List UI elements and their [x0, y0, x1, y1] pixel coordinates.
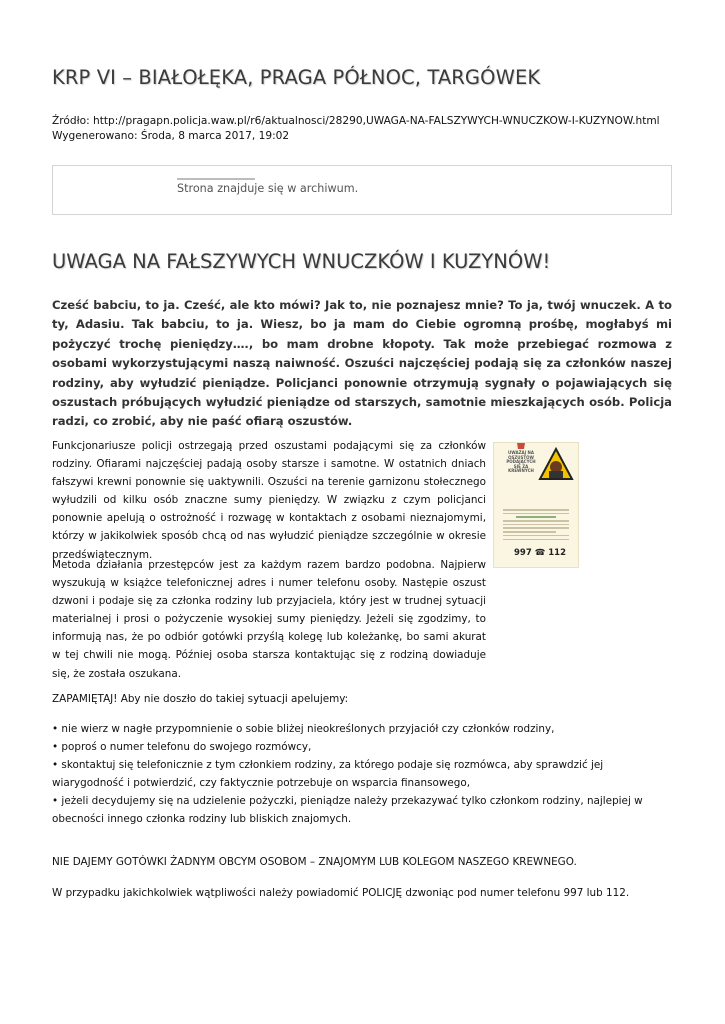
remember-line: ZAPAMIĘTAJ! Aby nie doszło do takiej sytuacji apelujemy:: [52, 693, 349, 705]
document-meta: [52, 114, 660, 144]
archive-notice-text: Strona znajduje się w archiwum.: [177, 182, 359, 195]
closing-line: W przypadku jakichkolwiek wątpliwości należy powiadomić POLICJĘ dzwoniąc pod numer telefonu 997 lub 112.: [52, 887, 630, 899]
article-paragraph-2: Metoda działania przestępców jest za każdym razem bardzo podobna. Najpierw wyszukują w książce telefonicznej adres i numer telefonu osoby. Następie oszust dzwoni i podaje się za członka rodziny lub przyjaciela, który jest w trudnej sytuacji materialnej i prosi o pożyczenie wysokiej sumy pieniędzy. Jeżeli się zgodzimy, to informują nas, że po odbiór gotówki przyślą kolegę lub koleżankę, bo sami akurat w tej chwili nie mogą. Później osoba starsza kontaktując się z rodziną dowiaduje się, że została oszukana.: [52, 559, 486, 680]
list-item: • jeżeli decydujemy się na udzielenie pożyczki, pieniądze należy przekazywać tylko członkom rodziny, najlepiej w obecności innego członka rodziny lub bliskich znajomych.: [52, 795, 643, 826]
archive-notice-bar: [177, 178, 255, 180]
list-item: • skontaktuj się telefonicznie z tym członkiem rodziny, za którego podaje się rozmówca, aby sprawdzić jej wiarygodność i potwierdzić, czy faktycznie potrzebuje on wsparcia finansowego,: [52, 759, 604, 790]
list-item: • poproś o numer telefonu do swojego rozmówcy,: [52, 741, 312, 754]
poster-text-lines: [503, 509, 569, 542]
warning-poster-image: [493, 442, 579, 568]
source-url[interactable]: Źródło: http://pragapn.policja.waw.pl/r6/aktualnosci/28290,UWAGA-NA-FALSZYWYCH-WNUCZKOW-I-KUZYNOW.html: [52, 115, 660, 127]
site-title: KRP VI – BIAŁOŁĘKA, PRAGA PÓŁNOC, TARGÓWEK: [52, 66, 541, 89]
warning-triangle-icon: [538, 447, 574, 491]
article-lead: Cześć babciu, to ja. Cześć, ale kto mówi? Jak to, nie poznajesz mnie? To ja, twój wnuczek. A to ty, Adasiu. Tak babciu, to ja. Wiesz, bo ja mam do Ciebie ogromną prośbę, mogłabyś mi pożyczyć trochę pieniędzy…., bo mam drobne kłopoty. Tak może przebiegać rozmowa z osobami wykorzystującymi naszą naiwność. Oszuści najczęściej podają się za członków naszej rodziny, aby wyłudzić pieniądze. Policjanci ponownie otrzymują sygnały o pojawiających się oszustach próbujących wyłudzić pieniądze od starszych, samotnie mieszkających osób. Policja radzi, co zrobić, aby nie paść ofiarą oszustów.: [52, 298, 672, 429]
advice-list: [52, 720, 672, 829]
article-title: UWAGA NA FAŁSZYWYCH WNUCZKÓW I KUZYNÓW!: [52, 250, 551, 273]
archive-notice-box: [52, 165, 672, 215]
police-badge-icon: [516, 443, 526, 449]
poster-headline: UWAŻAJ NA OSZUSTÓW PODAJĄCYCH SIĘ ZA KREWNYCH: [506, 450, 536, 473]
warning-line: NIE DAJEMY GOTÓWKI ŻADNYM OBCYM OSOBOM – ZNAJOMYM LUB KOLEGOM NASZEGO KREWNEGO.: [52, 856, 577, 868]
poster-phone-numbers: 997 ☎ 112: [514, 548, 566, 558]
generated-date: Wygenerowano: Środa, 8 marca 2017, 19:02: [52, 130, 290, 142]
article-paragraph-1: Funkcjonariusze policji ostrzegają przed oszustami podającymi się za członków rodziny. Ofiarami najczęściej padają osoby starsze i samotne. W ostatnich dniach fałszywi krewni ponownie się uaktywnili. Oszuści na terenie garnizonu stołecznego wyłudzili od kilku osób znaczne sumy pieniędzy. W związku z czym policjanci ponownie apelują o ostrożność i rozwagę w kontaktach z osobami nieznajomymi, którzy w jakikolwiek sposób chcą od nas wyłudzić pieniądze szczególnie w okresie przedświątecznym.: [52, 440, 486, 561]
list-item: • nie wierz w nagłe przypomnienie o sobie bliżej nieokreślonych przyjaciół czy członków rodziny,: [52, 723, 555, 735]
